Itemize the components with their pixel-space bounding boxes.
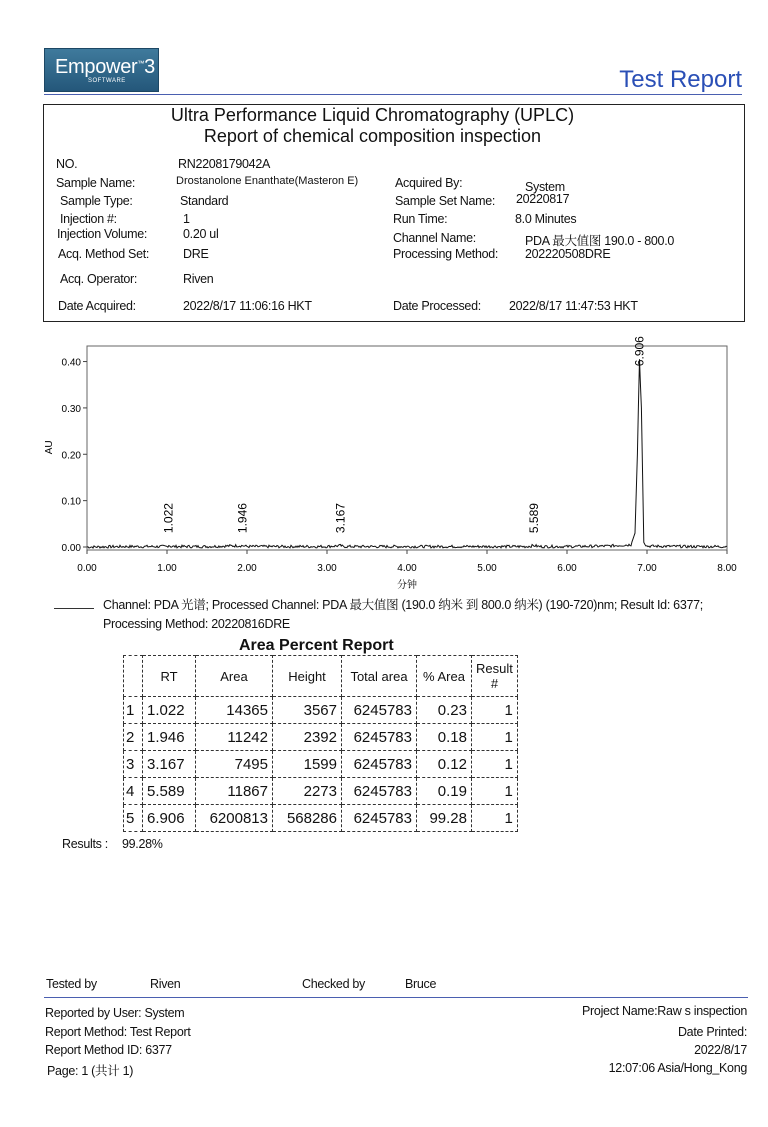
area-report-table [123,655,518,832]
y-tick-label: 0.20 [61,450,81,462]
header-area: Area [196,656,273,697]
table-row [124,778,518,805]
peak-label: 1.946 [235,503,250,534]
sample-name-label: Sample Name: [56,176,136,190]
acq-operator-label: Acq. Operator: [60,272,138,286]
cell-total-area: 6245783 [342,751,417,778]
channel-legend: Channel: PDA 光谱; Processed Channel: PDA 最大值图 (190.0 纳米 到 800.0 纳米) (190-720)nm; Result Id: 6377; Processing Method: 20220816DRE [103,598,703,631]
results-value: 99.28% [122,837,163,851]
cell-area: 11867 [196,778,273,805]
info-title-1: Ultra Performance Liquid Chromatography (UPLC) [170,105,575,125]
date-processed-value: 2022/8/17 11:47:53 HKT [509,299,638,313]
cell-total-area: 6245783 [342,805,417,832]
inj-volume-label: Injection Volume: [57,227,148,241]
cell-pct-area: 0.23 [417,697,472,724]
cell-height: 2273 [273,778,342,805]
y-axis-label: AU [44,440,55,455]
tested-by-value: Riven [150,977,181,991]
header-total-area: Total area [342,656,417,697]
cell-height: 3567 [273,697,342,724]
table-row [124,751,518,778]
sample-type-value: Standard [180,194,229,208]
no-label: NO. [56,157,78,171]
peak-label: 5.589 [527,503,542,534]
cell-total-area: 6245783 [342,697,417,724]
cell-height: 2392 [273,724,342,751]
channel-value: PDA 最大值图 190.0 - 800.0 [525,234,675,248]
project-name: Project Name:Raw s inspection [582,1004,747,1018]
cell-rt: 1.022 [143,697,196,724]
row-index: 4 [124,778,143,805]
y-tick-label: 0.30 [61,403,81,415]
date-printed-label: Date Printed: [677,1025,747,1039]
acq-operator-value: Riven [183,272,214,286]
cell-rt: 1.946 [143,724,196,751]
tested-by-label: Tested by [46,977,97,991]
cell-result: 1 [472,778,518,805]
row-index: 5 [124,805,143,832]
sample-set-value: 20220817 [516,192,570,206]
row-index: 3 [124,751,143,778]
sample-set-label: Sample Set Name: [395,194,496,208]
acq-method-value: DRE [183,247,209,261]
injection-label: Injection #: [60,212,117,226]
cell-result: 1 [472,805,518,832]
y-tick-label: 0.00 [61,543,81,554]
cell-pct-area: 0.18 [417,724,472,751]
table-header-row [124,656,518,697]
chromatogram-trace [87,359,727,548]
checked-by-value: Bruce [405,977,437,991]
run-time-value: 8.0 Minutes [515,212,577,226]
report-method: Report Method: Test Report [45,1025,191,1039]
page-number: Page: 1 (共计 1) [47,1064,134,1078]
cell-result: 1 [472,751,518,778]
header-pct-area: % Area [417,656,472,697]
peak-label: 3.167 [333,503,348,534]
cell-area: 14365 [196,697,273,724]
x-tick-label: 0.00 [77,563,97,574]
cell-area: 11242 [196,724,273,751]
cell-pct-area: 0.12 [417,751,472,778]
legend-swatch [54,608,94,609]
peak-label: 1.022 [161,503,176,534]
cell-total-area: 6245783 [342,724,417,751]
x-tick-label: 3.00 [317,563,337,574]
results-label: Results : [62,837,108,851]
no-value: RN2208179042A [178,157,271,171]
cell-rt: 6.906 [143,805,196,832]
proc-method-label: Processing Method: [393,247,499,261]
x-tick-label: 6.00 [557,563,577,574]
row-index: 1 [124,697,143,724]
cell-rt: 3.167 [143,751,196,778]
cell-area: 6200813 [196,805,273,832]
x-tick-label: 4.00 [397,563,417,574]
row-index: 2 [124,724,143,751]
run-time-label: Run Time: [393,212,448,226]
acquired-by-label: Acquired By: [395,176,463,190]
y-tick-label: 0.10 [61,496,81,508]
acquired-by-value: System [525,180,565,194]
cell-height: 1599 [273,751,342,778]
header-result: Result # [472,656,518,697]
x-tick-label: 2.00 [237,563,257,574]
injection-value: 1 [183,212,190,226]
peak-label: 6.906 [632,336,647,367]
reported-by: Reported by User: System [45,1006,185,1020]
date-processed-label: Date Processed: [393,299,481,313]
x-tick-label: 7.00 [637,563,657,574]
inj-volume-value: 0.20 ul [183,227,219,241]
plot-frame [87,346,727,550]
x-axis-label: 分钟 [397,580,417,591]
cell-height: 568286 [273,805,342,832]
header-blank [124,656,143,697]
cell-area: 7495 [196,751,273,778]
date-acquired-label: Date Acquired: [58,299,136,313]
header-rt: RT [143,656,196,697]
area-report-title: Area Percent Report [239,637,394,654]
info-title-2: Report of chemical composition inspection [203,126,542,146]
channel-label: Channel Name: [393,231,476,245]
logo-sub: SOFTWARE [88,78,126,84]
cell-total-area: 6245783 [342,778,417,805]
table-row [124,697,518,724]
checked-by-label: Checked by [302,977,366,991]
proc-method-value: 202220508DRE [525,247,611,261]
cell-pct-area: 0.19 [417,778,472,805]
time-printed: 12:07:06 Asia/Hong_Kong [608,1061,747,1075]
cell-rt: 5.589 [143,778,196,805]
report-title: Test Report [619,66,742,93]
cell-result: 1 [472,697,518,724]
cell-result: 1 [472,724,518,751]
footer-divider [44,997,748,998]
table-row [124,724,518,751]
header-height: Height [273,656,342,697]
report-method-id: Report Method ID: 6377 [45,1043,172,1057]
table-row [124,805,518,832]
x-tick-label: 1.00 [157,563,177,574]
date-printed: 2022/8/17 [694,1043,747,1057]
logo-text: Empower™3 [55,56,155,78]
sample-type-label: Sample Type: [60,194,133,208]
cell-pct-area: 99.28 [417,805,472,832]
date-acquired-value: 2022/8/17 11:06:16 HKT [183,299,312,313]
acq-method-label: Acq. Method Set: [58,247,150,261]
x-tick-label: 5.00 [477,563,497,574]
sample-name-value: Drostanolone Enanthate(Masteron E) [176,175,359,187]
x-tick-label: 8.00 [717,563,737,574]
y-tick-label: 0.40 [61,357,81,369]
